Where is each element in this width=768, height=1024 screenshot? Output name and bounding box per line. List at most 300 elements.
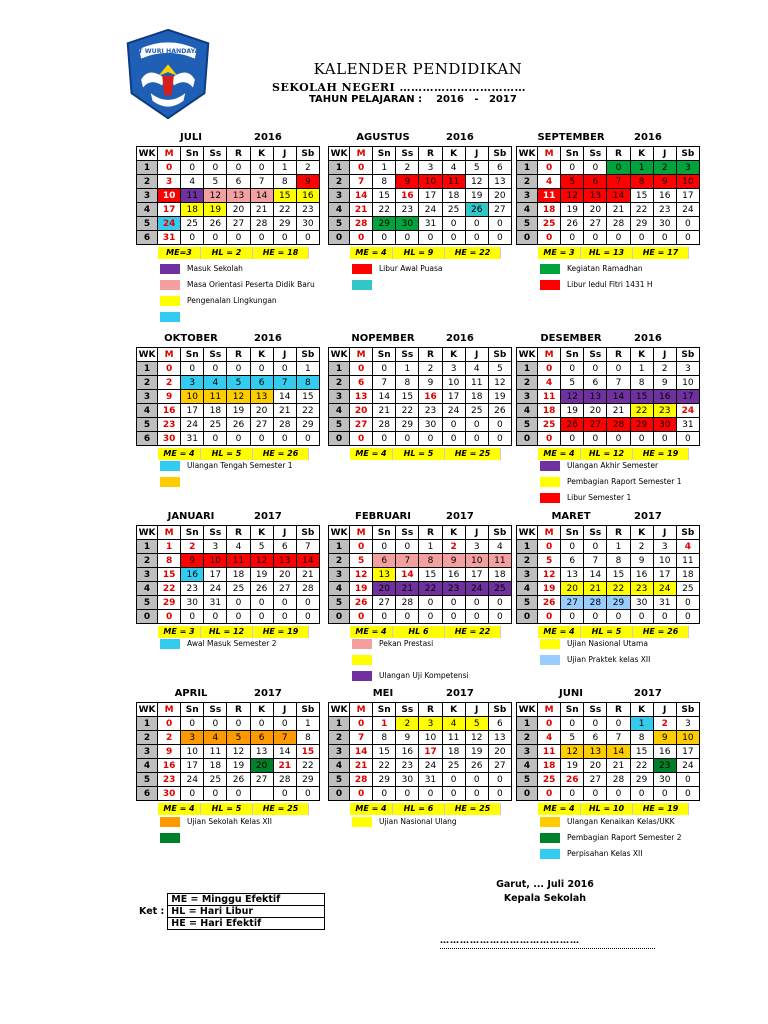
- day-cell: 0: [561, 432, 584, 446]
- day-cell: 18: [538, 759, 561, 773]
- day-cell: 8: [373, 731, 396, 745]
- day-cell: 0: [350, 362, 373, 376]
- key-label: Ket :: [139, 906, 165, 917]
- day-cell: 0: [584, 161, 607, 175]
- day-cell: 15: [630, 390, 653, 404]
- week-row: [137, 554, 320, 568]
- day-cell: 30: [181, 596, 204, 610]
- week-number: 6: [137, 231, 158, 245]
- day-cell: 0: [181, 231, 204, 245]
- day-cell: 16: [419, 390, 442, 404]
- week-row: [137, 432, 320, 446]
- month-year: 2016: [634, 132, 662, 143]
- day-header: K: [630, 348, 653, 362]
- day-cell: 7: [273, 731, 296, 745]
- month-title: [328, 511, 512, 525]
- legend-item: [540, 653, 730, 669]
- day-cell: 6: [250, 731, 273, 745]
- day-cell: 25: [442, 759, 465, 773]
- day-cell: 14: [250, 189, 273, 203]
- day-cell: 12: [465, 175, 488, 189]
- month-table: [328, 146, 512, 245]
- week-row: [517, 731, 700, 745]
- day-cell: 13: [584, 745, 607, 759]
- day-cell: 17: [465, 568, 488, 582]
- day-header: Sb: [676, 348, 699, 362]
- day-cell: 0: [250, 432, 273, 446]
- day-cell: 7: [350, 175, 373, 189]
- week-row: [517, 610, 700, 624]
- day-cell: 15: [373, 745, 396, 759]
- legend-label: Perpisahan Kelas XII: [567, 849, 643, 858]
- week-row: [517, 362, 700, 376]
- day-header: Sn: [561, 348, 584, 362]
- legend-label: Ulangan Uji Kompetensi: [379, 671, 469, 680]
- legend-item: [160, 294, 350, 310]
- day-cell: 28: [296, 582, 319, 596]
- day-header-row: [517, 703, 700, 717]
- day-cell: 17: [419, 745, 442, 759]
- day-cell: 26: [538, 596, 561, 610]
- week-number: 5: [329, 217, 350, 231]
- month-summary: [328, 803, 512, 815]
- day-cell: 16: [630, 568, 653, 582]
- week-row: [329, 596, 512, 610]
- week-number: 3: [137, 390, 158, 404]
- day-cell: 0: [273, 717, 296, 731]
- day-header-row: [329, 348, 512, 362]
- day-header: J: [653, 703, 676, 717]
- week-number: 2: [137, 175, 158, 189]
- month-summary: [328, 247, 512, 259]
- day-header: K: [630, 526, 653, 540]
- legend-swatch: [160, 312, 180, 322]
- day-header: Sn: [181, 526, 204, 540]
- day-cell: 27: [373, 596, 396, 610]
- day-cell: 21: [350, 203, 373, 217]
- week-row: [517, 432, 700, 446]
- day-cell: 0: [181, 787, 204, 801]
- day-header: R: [227, 526, 250, 540]
- day-cell: 25: [538, 773, 561, 787]
- day-cell: 5: [465, 717, 488, 731]
- day-cell: 0: [296, 432, 319, 446]
- day-cell: 11: [676, 554, 699, 568]
- day-cell: 0: [227, 231, 250, 245]
- day-cell: 0: [396, 432, 419, 446]
- week-number: 1: [517, 362, 538, 376]
- day-cell: 23: [653, 404, 676, 418]
- day-cell: 1: [419, 540, 442, 554]
- month-name: NOPEMBER: [351, 333, 415, 344]
- day-cell: 8: [296, 731, 319, 745]
- week-row: [517, 745, 700, 759]
- week-number: 0: [329, 787, 350, 801]
- day-cell: 17: [181, 404, 204, 418]
- day-cell: 0: [676, 432, 699, 446]
- day-cell: 0: [488, 231, 511, 245]
- day-cell: 30: [653, 217, 676, 231]
- day-cell: 0: [158, 610, 181, 624]
- day-cell: 1: [158, 540, 181, 554]
- day-header: Sb: [488, 526, 511, 540]
- day-cell: 23: [653, 203, 676, 217]
- day-cell: 0: [204, 362, 227, 376]
- day-cell: 17: [676, 390, 699, 404]
- day-cell: 23: [158, 418, 181, 432]
- day-cell: 26: [350, 596, 373, 610]
- day-cell: 0: [561, 540, 584, 554]
- day-cell: 0: [227, 717, 250, 731]
- day-cell: 16: [296, 189, 319, 203]
- week-row: [137, 362, 320, 376]
- day-cell: 8: [296, 376, 319, 390]
- key-row: HL = Hari Libur: [168, 906, 325, 918]
- day-cell: 14: [396, 568, 419, 582]
- day-header: Sn: [373, 348, 396, 362]
- week-number: 5: [517, 418, 538, 432]
- week-row: [517, 217, 700, 231]
- day-cell: 0: [227, 596, 250, 610]
- week-number: 5: [137, 596, 158, 610]
- week-number: 3: [517, 568, 538, 582]
- day-cell: 30: [396, 217, 419, 231]
- day-cell: 17: [676, 745, 699, 759]
- week-row: [517, 203, 700, 217]
- day-cell: 0: [607, 231, 630, 245]
- day-header: WK: [517, 348, 538, 362]
- week-number: 1: [329, 161, 350, 175]
- day-header-row: [517, 526, 700, 540]
- day-header: M: [350, 526, 373, 540]
- day-cell: 16: [181, 568, 204, 582]
- day-header: J: [465, 147, 488, 161]
- day-cell: 16: [158, 404, 181, 418]
- day-cell: 0: [442, 217, 465, 231]
- day-header: Sn: [561, 526, 584, 540]
- day-header-row: [137, 526, 320, 540]
- day-header: J: [653, 147, 676, 161]
- legend-april: [160, 815, 350, 847]
- day-cell: 0: [488, 773, 511, 787]
- day-header: WK: [137, 348, 158, 362]
- day-cell: 17: [653, 568, 676, 582]
- day-cell: 4: [488, 540, 511, 554]
- day-cell: 9: [296, 175, 319, 189]
- day-header-row: [517, 348, 700, 362]
- legend-label: Libur Semester 1: [567, 493, 632, 502]
- summary-hl: HL = 5: [201, 448, 253, 460]
- day-header: WK: [137, 526, 158, 540]
- legend-swatch: [160, 639, 180, 649]
- day-cell: 27: [250, 418, 273, 432]
- day-cell: 20: [584, 404, 607, 418]
- legend-label: Pembagian Raport Semester 2: [567, 833, 682, 842]
- day-cell: 11: [538, 390, 561, 404]
- day-header: Sn: [561, 147, 584, 161]
- month-juli: [136, 132, 320, 259]
- week-number: 1: [517, 717, 538, 731]
- day-cell: 15: [296, 390, 319, 404]
- day-cell: 14: [607, 745, 630, 759]
- day-cell: 27: [227, 217, 250, 231]
- key-legend: [136, 893, 325, 930]
- legend-swatch: [160, 833, 180, 843]
- day-header: Sn: [373, 147, 396, 161]
- legend-item: [540, 847, 730, 863]
- day-cell: 15: [296, 745, 319, 759]
- day-cell: 13: [584, 390, 607, 404]
- week-number: 5: [517, 596, 538, 610]
- day-header: M: [350, 703, 373, 717]
- day-cell: 3: [442, 362, 465, 376]
- day-cell: 2: [158, 376, 181, 390]
- week-row: [517, 390, 700, 404]
- day-cell: 16: [158, 759, 181, 773]
- day-cell: 6: [488, 161, 511, 175]
- day-cell: 0: [296, 596, 319, 610]
- month-februari: [328, 511, 512, 638]
- week-number: 5: [517, 773, 538, 787]
- day-cell: 0: [350, 231, 373, 245]
- day-cell: 0: [204, 161, 227, 175]
- week-row: [329, 203, 512, 217]
- day-cell: 9: [653, 376, 676, 390]
- day-cell: 0: [250, 231, 273, 245]
- tut-wuri-handayani-logo: [120, 26, 216, 122]
- day-cell: 0: [419, 231, 442, 245]
- day-cell: 0: [584, 540, 607, 554]
- week-row: [137, 376, 320, 390]
- week-number: 1: [329, 362, 350, 376]
- day-cell: 0: [273, 231, 296, 245]
- legend-item: [352, 262, 542, 278]
- day-header-row: [329, 147, 512, 161]
- week-number: 3: [517, 390, 538, 404]
- day-cell: 26: [561, 418, 584, 432]
- day-cell: 29: [630, 217, 653, 231]
- month-year: 2016: [446, 333, 474, 344]
- day-cell: 0: [676, 773, 699, 787]
- day-cell: 0: [607, 717, 630, 731]
- day-cell: 4: [676, 540, 699, 554]
- summary-me: ME = 4: [538, 803, 581, 815]
- month-maret: [516, 511, 700, 638]
- day-cell: 23: [653, 759, 676, 773]
- week-row: [137, 787, 320, 801]
- week-row: [137, 745, 320, 759]
- day-cell: 0: [181, 717, 204, 731]
- day-cell: 10: [204, 554, 227, 568]
- day-cell: 6: [273, 540, 296, 554]
- day-cell: 7: [396, 554, 419, 568]
- summary-he: HE = 26: [253, 448, 309, 460]
- day-cell: 29: [296, 773, 319, 787]
- day-cell: 0: [630, 787, 653, 801]
- signature-role: Kepala Sekolah: [503, 893, 587, 904]
- day-cell: 0: [250, 610, 273, 624]
- legend-desember: [540, 459, 730, 507]
- day-cell: 30: [158, 787, 181, 801]
- day-cell: 3: [158, 175, 181, 189]
- day-header: M: [538, 703, 561, 717]
- month-table: [328, 702, 512, 801]
- day-cell: 14: [273, 745, 296, 759]
- week-number: 1: [137, 717, 158, 731]
- month-name: APRIL: [174, 688, 208, 699]
- month-nopember: [328, 333, 512, 460]
- day-cell: 19: [350, 582, 373, 596]
- day-header: WK: [329, 703, 350, 717]
- day-cell: 0: [204, 231, 227, 245]
- day-cell: 0: [296, 231, 319, 245]
- week-row: [329, 161, 512, 175]
- day-cell: 17: [442, 390, 465, 404]
- day-cell: 5: [538, 554, 561, 568]
- day-header: R: [227, 348, 250, 362]
- day-cell: 0: [488, 432, 511, 446]
- legend-swatch: [352, 655, 372, 665]
- day-cell: 29: [630, 418, 653, 432]
- day-cell: 20: [273, 568, 296, 582]
- month-table: [516, 702, 700, 801]
- day-cell: 8: [373, 175, 396, 189]
- week-row: [517, 540, 700, 554]
- month-year: 2016: [634, 333, 662, 344]
- day-cell: 5: [204, 175, 227, 189]
- day-cell: 3: [181, 731, 204, 745]
- day-cell: 0: [273, 596, 296, 610]
- day-cell: 13: [250, 745, 273, 759]
- day-cell: 4: [465, 362, 488, 376]
- day-header: Ss: [584, 703, 607, 717]
- week-row: [329, 610, 512, 624]
- legend-swatch: [540, 477, 560, 487]
- day-cell: 25: [488, 582, 511, 596]
- day-cell: 0: [465, 432, 488, 446]
- day-header: Sn: [561, 703, 584, 717]
- day-cell: [250, 787, 273, 801]
- key-row: HE = Hari Efektif: [168, 918, 325, 930]
- day-header: Ss: [396, 703, 419, 717]
- summary-me: ME = 4: [158, 448, 201, 460]
- day-header: M: [538, 348, 561, 362]
- summary-hl: HL = 12: [201, 626, 253, 638]
- day-cell: 0: [227, 362, 250, 376]
- week-number: 0: [329, 231, 350, 245]
- week-number: 1: [137, 540, 158, 554]
- day-cell: 0: [676, 610, 699, 624]
- summary-he: HE = 19: [633, 448, 689, 460]
- day-cell: 0: [273, 432, 296, 446]
- day-cell: 0: [538, 231, 561, 245]
- month-table: [136, 525, 320, 624]
- day-cell: 24: [676, 404, 699, 418]
- day-cell: 0: [653, 787, 676, 801]
- day-cell: 10: [676, 376, 699, 390]
- day-header: WK: [517, 526, 538, 540]
- week-row: [517, 787, 700, 801]
- day-cell: 0: [350, 610, 373, 624]
- legend-oktober: [160, 459, 350, 491]
- day-cell: 10: [465, 554, 488, 568]
- month-table: [136, 146, 320, 245]
- week-number: 1: [329, 540, 350, 554]
- week-row: [329, 175, 512, 189]
- day-cell: 0: [538, 432, 561, 446]
- week-number: 5: [329, 773, 350, 787]
- week-number: 0: [137, 610, 158, 624]
- logo-text: TUT WURI HANDAYANI: [129, 47, 207, 55]
- day-cell: 3: [465, 540, 488, 554]
- day-cell: 0: [584, 231, 607, 245]
- week-number: 1: [137, 161, 158, 175]
- day-cell: 12: [561, 745, 584, 759]
- day-header: WK: [329, 348, 350, 362]
- day-cell: 0: [653, 432, 676, 446]
- day-cell: 10: [653, 554, 676, 568]
- day-cell: 1: [373, 717, 396, 731]
- legend-label: Ulangan Akhir Semester: [567, 461, 659, 470]
- week-number: 3: [137, 745, 158, 759]
- day-cell: 31: [419, 217, 442, 231]
- day-cell: 2: [653, 717, 676, 731]
- day-cell: 5: [227, 731, 250, 745]
- day-cell: 25: [204, 418, 227, 432]
- week-row: [137, 540, 320, 554]
- week-row: [137, 759, 320, 773]
- week-number: 0: [517, 432, 538, 446]
- month-juni: [516, 688, 700, 815]
- week-row: [517, 596, 700, 610]
- legend-september: [540, 262, 730, 294]
- day-cell: 29: [630, 773, 653, 787]
- day-cell: 16: [396, 745, 419, 759]
- day-header: M: [538, 147, 561, 161]
- day-cell: 0: [676, 596, 699, 610]
- day-cell: 13: [584, 189, 607, 203]
- week-row: [329, 404, 512, 418]
- week-row: [137, 203, 320, 217]
- day-cell: 0: [181, 161, 204, 175]
- week-row: [137, 610, 320, 624]
- legend-label: Kegiatan Ramadhan: [567, 264, 643, 273]
- day-cell: 0: [561, 610, 584, 624]
- week-number: 5: [517, 217, 538, 231]
- day-cell: 20: [488, 745, 511, 759]
- month-name: FEBRUARI: [355, 511, 411, 522]
- day-cell: 18: [204, 759, 227, 773]
- week-row: [329, 731, 512, 745]
- legend-item: [160, 815, 350, 831]
- legend-swatch: [160, 817, 180, 827]
- day-cell: 3: [676, 161, 699, 175]
- legend-item: [352, 278, 542, 294]
- week-number: 1: [517, 161, 538, 175]
- legend-item: [540, 459, 730, 475]
- day-cell: 10: [419, 731, 442, 745]
- week-number: 2: [517, 376, 538, 390]
- day-cell: 11: [204, 390, 227, 404]
- day-header: R: [607, 147, 630, 161]
- day-cell: 27: [584, 773, 607, 787]
- day-cell: 0: [158, 362, 181, 376]
- day-cell: 15: [158, 568, 181, 582]
- legend-item: [160, 637, 350, 653]
- summary-hl: HL = 5: [201, 803, 253, 815]
- day-cell: 31: [419, 773, 442, 787]
- day-cell: 0: [158, 161, 181, 175]
